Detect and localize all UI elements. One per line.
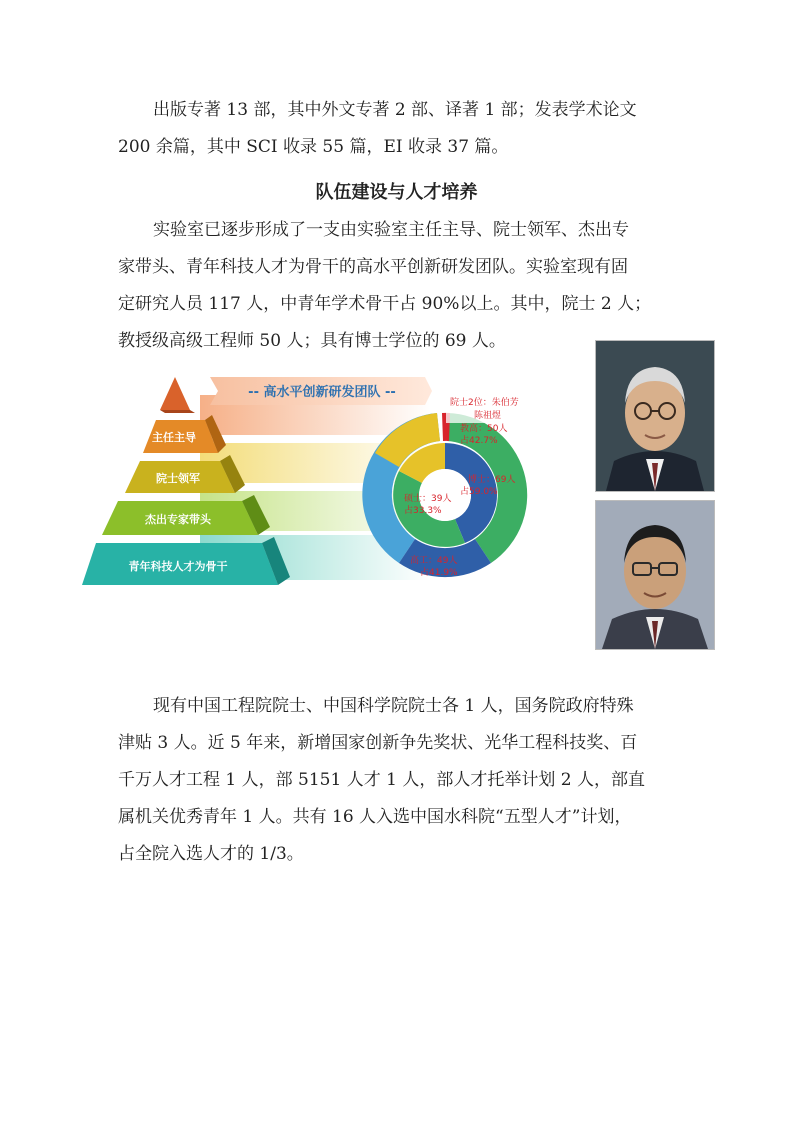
portrait-1-image (596, 341, 714, 491)
text-line: 现有中国工程院院士、中国科学院院士各 1 人，国务院政府特殊 (153, 696, 634, 716)
text-line: 属机关优秀青年 1 人。共有 16 人入选中国水科院“五型人才”计划， (118, 807, 632, 827)
pyramid-top-shade (160, 410, 195, 413)
text-line: 家带头、青年科技人才为骨干的高水平创新研发团队。实验室现有固 (118, 257, 628, 277)
pyramid-top (160, 377, 190, 410)
label-senior-1: 高工：49人 (410, 556, 458, 566)
text-line: 200 余篇，其中 SCI 收录 55 篇，EI 收录 37 篇。 (118, 137, 509, 157)
label-professor-1: 教高：50人 (460, 424, 508, 434)
team-figure (80, 365, 580, 590)
label-senior-2: 占41.9% (420, 568, 458, 578)
team-figure-graphic (80, 365, 580, 590)
text-line: 定研究人员 117 人，中青年学术骨干占 90%以上。其中，院士 2 人； (118, 294, 652, 314)
label-professor-2: 占42.7% (460, 436, 498, 446)
label-master-2: 占33.3% (404, 506, 442, 516)
pyramid-label-3: 杰出专家带头 (145, 513, 211, 526)
section-heading: 队伍建设与人才培养 (315, 182, 478, 203)
label-academician-2: 陈祖煜 (474, 411, 502, 421)
portrait-photo-1 (595, 340, 715, 492)
pyramid-label-4: 青年科技人才为骨干 (128, 560, 228, 573)
pyramid-label-2: 院士领军 (156, 472, 200, 485)
label-master-1: 硕士：39人 (404, 494, 452, 504)
pyramid-label-1: 主任主导 (152, 431, 196, 444)
banner-title: -- 高水平创新研发团队 -- (248, 385, 396, 400)
text-line: 教授级高级工程师 50 人；具有博士学位的 69 人。 (118, 331, 506, 351)
paragraph-publications (118, 92, 678, 166)
text-line: 津贴 3 人。近 5 年来，新增国家创新争先奖状、光华工程科技奖、百 (118, 733, 638, 753)
text-line: 占全院入选人才的 1/3。 (118, 844, 304, 864)
portrait-photo-2 (595, 500, 715, 650)
paragraph-team (118, 212, 678, 360)
portrait-2-image (596, 501, 714, 649)
text-line: 实验室已逐步形成了一支由实验室主任主导、院士领军、杰出专 (153, 220, 629, 240)
label-phd-1: 博士：69人 (468, 475, 516, 485)
label-academician: 院士2位：朱伯芳 (450, 398, 519, 408)
text-line: 出版专著 13 部，其中外文专著 2 部、译著 1 部；发表学术论文 (153, 100, 637, 120)
label-phd-2: 占59.0% (460, 487, 498, 497)
paragraph-talents (118, 688, 678, 873)
text-line: 千万人才工程 1 人，部 5151 人才 1 人，部人才托举计划 2 人，部直 (118, 770, 645, 790)
